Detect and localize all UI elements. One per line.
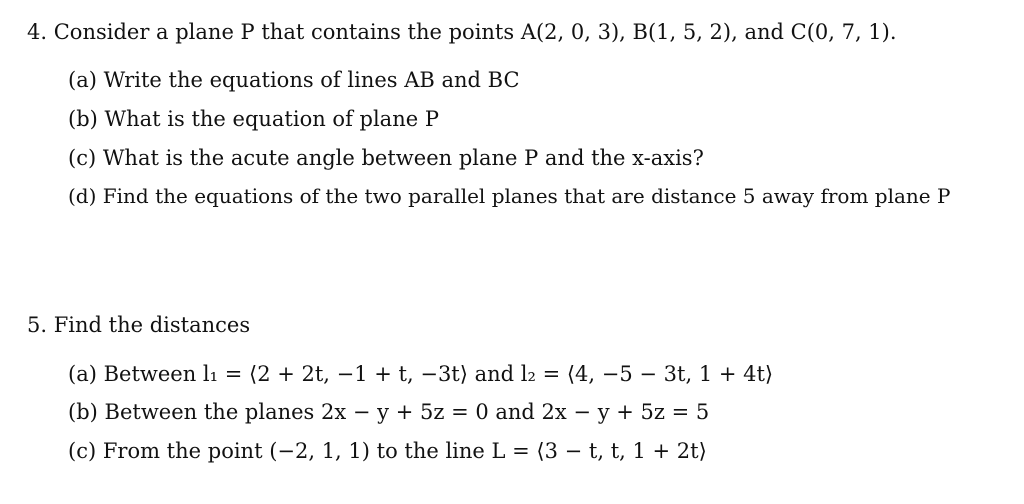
part-text: Write the equations of lines AB and BC (103, 68, 520, 92)
part-text: What is the acute angle between plane P and the x-axis? (102, 146, 704, 170)
part-text: From the point (−2, 1, 1) to the line L = ⟨3 − t, t, 1 + 2t⟩ (102, 439, 707, 463)
problem-4-number: 4. (27, 20, 48, 44)
part-text: Find the equations of the two parallel planes that are distance 5 away from plane P (102, 184, 951, 208)
problem-4-part-a (68, 66, 520, 94)
part-text: What is the equation of plane P (104, 107, 439, 131)
problem-4-statement-line (27, 18, 897, 46)
problem-5-statement: Find the distances (53, 313, 251, 337)
problem-5-statement-line (27, 311, 250, 339)
part-label: (c) (68, 439, 97, 463)
problem-5-part-b (68, 398, 709, 426)
problem-5-part-c (68, 437, 707, 465)
part-label: (b) (68, 107, 98, 131)
problem-5-part-a (68, 360, 773, 388)
part-label: (b) (68, 400, 98, 424)
problem-5-number: 5. (27, 313, 48, 337)
part-text: Between l₁ = ⟨2 + 2t, −1 + t, −3t⟩ and l₂ = ⟨4, −5 − 3t, 1 + 4t⟩ (103, 362, 774, 386)
problem-4-part-d (68, 182, 950, 210)
part-label: (a) (68, 68, 97, 92)
part-label: (a) (68, 362, 97, 386)
part-label: (d) (68, 184, 97, 208)
problem-4-part-c (68, 144, 704, 172)
problem-4-part-b (68, 105, 439, 133)
part-text: Between the planes 2x − y + 5z = 0 and 2x − y + 5z = 5 (104, 400, 710, 424)
problem-4-statement: Consider a plane P that contains the points A(2, 0, 3), B(1, 5, 2), and C(0, 7, 1). (53, 20, 897, 44)
part-label: (c) (68, 146, 97, 170)
